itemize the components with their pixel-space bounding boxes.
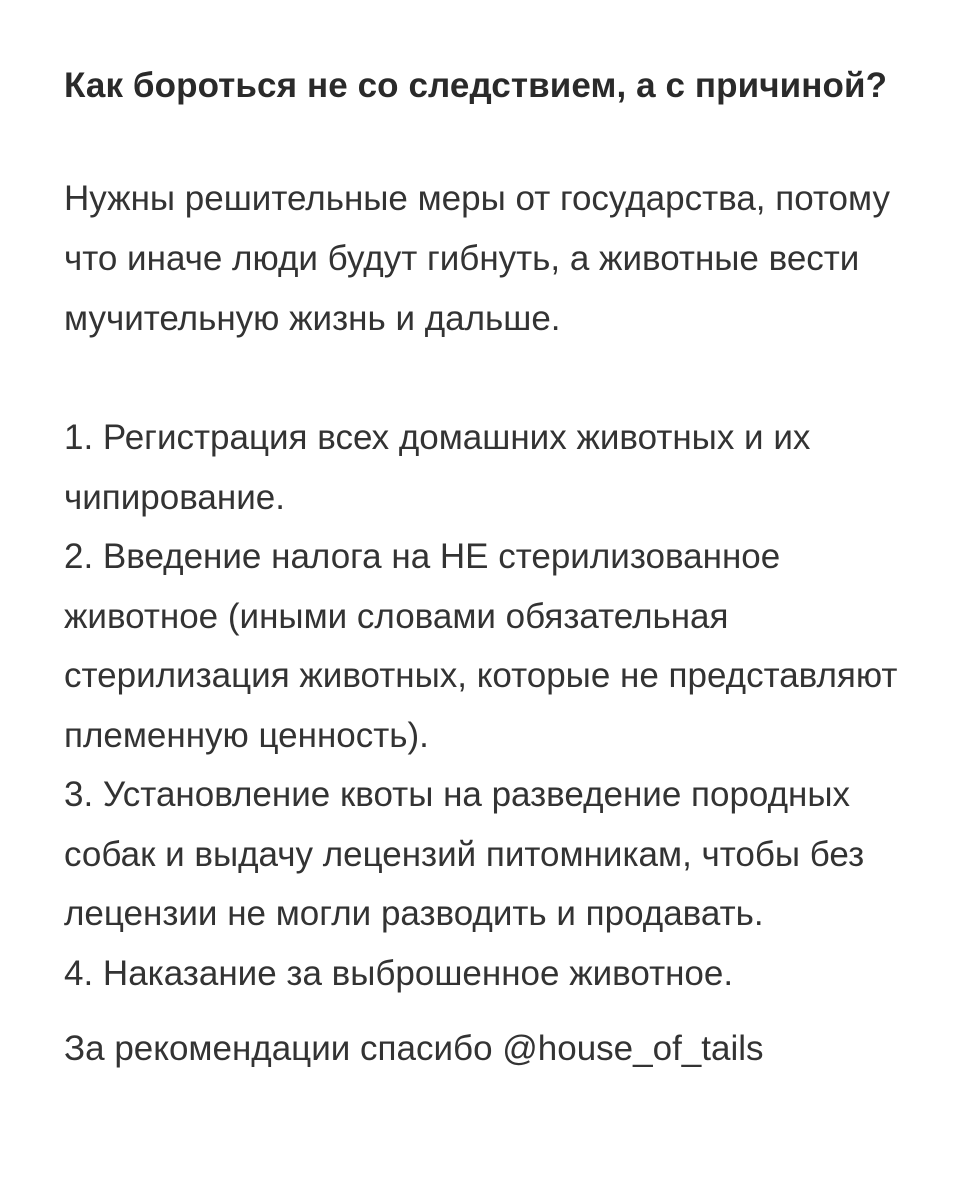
thanks-line: За рекомендации спасибо @house_of_tails: [64, 1029, 764, 1068]
list-item: 3. Установление квоты на разведение породных собак и выдачу лецензий питомникам, чтобы без лецензии не могли разводить и продавать.: [64, 775, 865, 933]
measures-list: [64, 408, 934, 1003]
post-page: [64, 0, 934, 1079]
intro-paragraph: Нужны решительные меры от государства, потому что иначе люди будут гибнуть, а животные вести мучительную жизнь и дальше.: [64, 179, 890, 338]
list-item: 2. Введение налога на НЕ стерилизованное животное (иными словами обязательная стерилизация животных, которые не представляют племенную ценность).: [64, 537, 898, 755]
post-title: Как бороться не со следствием, а с причиной?: [64, 66, 888, 105]
list-item: 4. Наказание за выброшенное животное.: [64, 953, 734, 993]
list-item: 1. Регистрация всех домашних животных и их чипирование.: [64, 418, 811, 517]
